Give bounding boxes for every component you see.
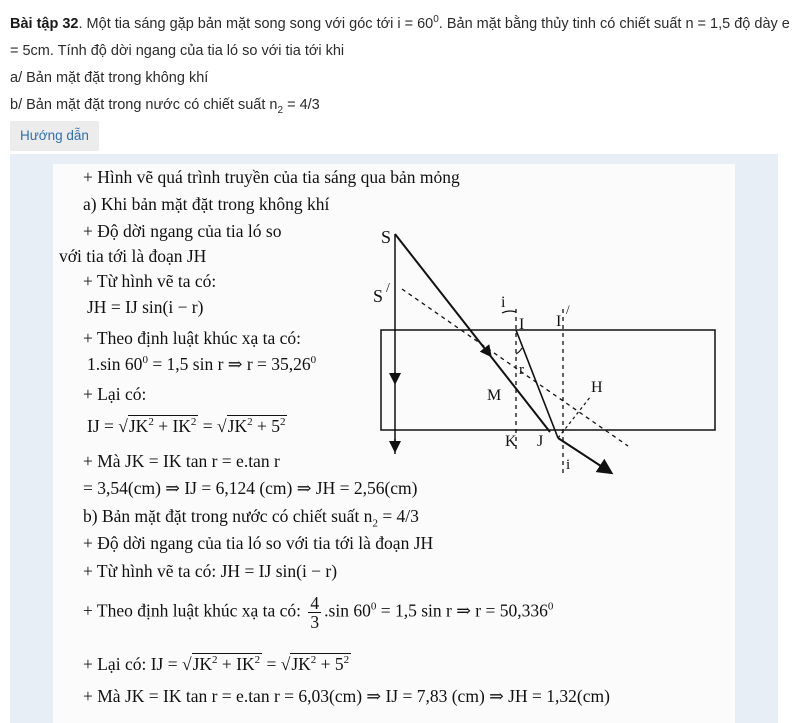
sol-line-9: + Lại có: <box>83 384 147 404</box>
sol-line-4: với tia tới là đoạn JH <box>59 246 207 266</box>
prime-I: / <box>566 302 570 317</box>
problem-title: Bài tập 32 <box>10 15 79 32</box>
sol-line-10: IJ = $√JK^2 + IK^2 = √JK^2 + 5^2$ <box>87 416 286 436</box>
sol-line-15: + Từ hình vẽ ta có: JH = IJ sin(i − r) <box>83 561 338 581</box>
part-b-text: b/ Bản mặt đặt trong nước có chiết suất n <box>10 96 278 113</box>
sol-line-3: + Độ dời ngang của tia ló so <box>83 221 282 241</box>
part-b-end: = 4/3 <box>283 96 320 113</box>
sol-line-6: JH = IJ sin(i − r) <box>87 297 204 317</box>
extended-ray <box>402 289 628 446</box>
guide-button[interactable]: Hướng dẫn <box>10 121 99 151</box>
prime-S: / <box>386 281 390 296</box>
label-i-prime: i <box>566 457 571 473</box>
problem-statement <box>10 6 790 124</box>
problem-line-1 <box>10 6 790 65</box>
label-I-prime: I <box>556 313 562 330</box>
sol-line-14: + Độ dời ngang của tia ló so với tia tới là đoạn JH <box>83 533 434 553</box>
label-S: S <box>381 227 392 247</box>
label-K: K <box>505 433 517 450</box>
sol-line-13: b) Bản mặt đặt trong nước có chiết suất $n_2 = 4/3$ <box>83 506 419 530</box>
label-I: I <box>519 316 525 333</box>
problem-text: . Một tia sáng gặp bản mặt song song với góc tới i = 60 <box>78 15 434 32</box>
refraction-diagram <box>53 164 735 504</box>
incident-arrow <box>483 346 490 355</box>
label-r: r <box>519 362 524 378</box>
sol-line-18: + Mà JK = IK tan r = e.tan r = 6,03(cm) ⇒ IJ = 7,83 (cm) ⇒ JH = 1,32(cm) <box>83 686 610 706</box>
label-H: H <box>591 379 603 396</box>
solution-panel <box>10 154 778 723</box>
part-b-sub: 2 <box>277 104 284 116</box>
part-b-line <box>10 92 790 124</box>
glass-slab <box>381 330 715 430</box>
label-M: M <box>487 387 502 404</box>
label-i: i <box>501 294 506 311</box>
refracted-ray <box>516 330 558 438</box>
sol-line-16: + Theo định luật khúc xạ ta có: $\frac{4}{3}$ .sin $60^0 = 1,5$ sin r ⇒ $r = 50,336^0$ <box>83 593 554 632</box>
part-a-text: a/ Bản mặt đặt trong không khí <box>10 69 209 86</box>
fraction-4-3: $\frac{4}{3}$ <box>310 593 320 632</box>
angle-i-arc <box>502 311 516 313</box>
sol-line-11: + Mà JK = IK tan r = e.tan r <box>83 451 280 471</box>
degree-sup: 0 <box>433 14 439 25</box>
sol-line-17: + Lại có: IJ = $√JK^2 + IK^2 = √JK^2 + 5^2$ <box>83 654 350 674</box>
label-S-prime: S <box>373 286 384 306</box>
sol-line-2: a) Khi bản mặt đặt trong không khí <box>83 194 330 214</box>
sol-line-12: = 3,54(cm) ⇒ IJ = 6,124 (cm) ⇒ JH = 2,56(cm) <box>83 478 418 498</box>
angle-r-arc <box>516 348 522 354</box>
label-J: J <box>537 433 544 450</box>
sol-line-7: + Theo định luật khúc xạ ta có: <box>83 328 302 348</box>
sol-line-8: 1.sin $60^0 = 1,5$ sin r ⇒ $r = 35,26^0$ <box>87 354 317 374</box>
problem-text-2: . Bản mặt bằng thủy tinh có chiết suất n = 1,5 độ dày e = 5cm. Tính độ dời ngang của tia ló so với tia tới khi <box>10 15 790 59</box>
sol-line-5: + Từ hình vẽ ta có: <box>83 271 217 291</box>
sol-line-1: + Hình vẽ quá trình truyền của tia sáng qua bản mỏng <box>83 167 460 187</box>
incident-ray <box>395 234 550 432</box>
solution-image <box>53 164 735 723</box>
